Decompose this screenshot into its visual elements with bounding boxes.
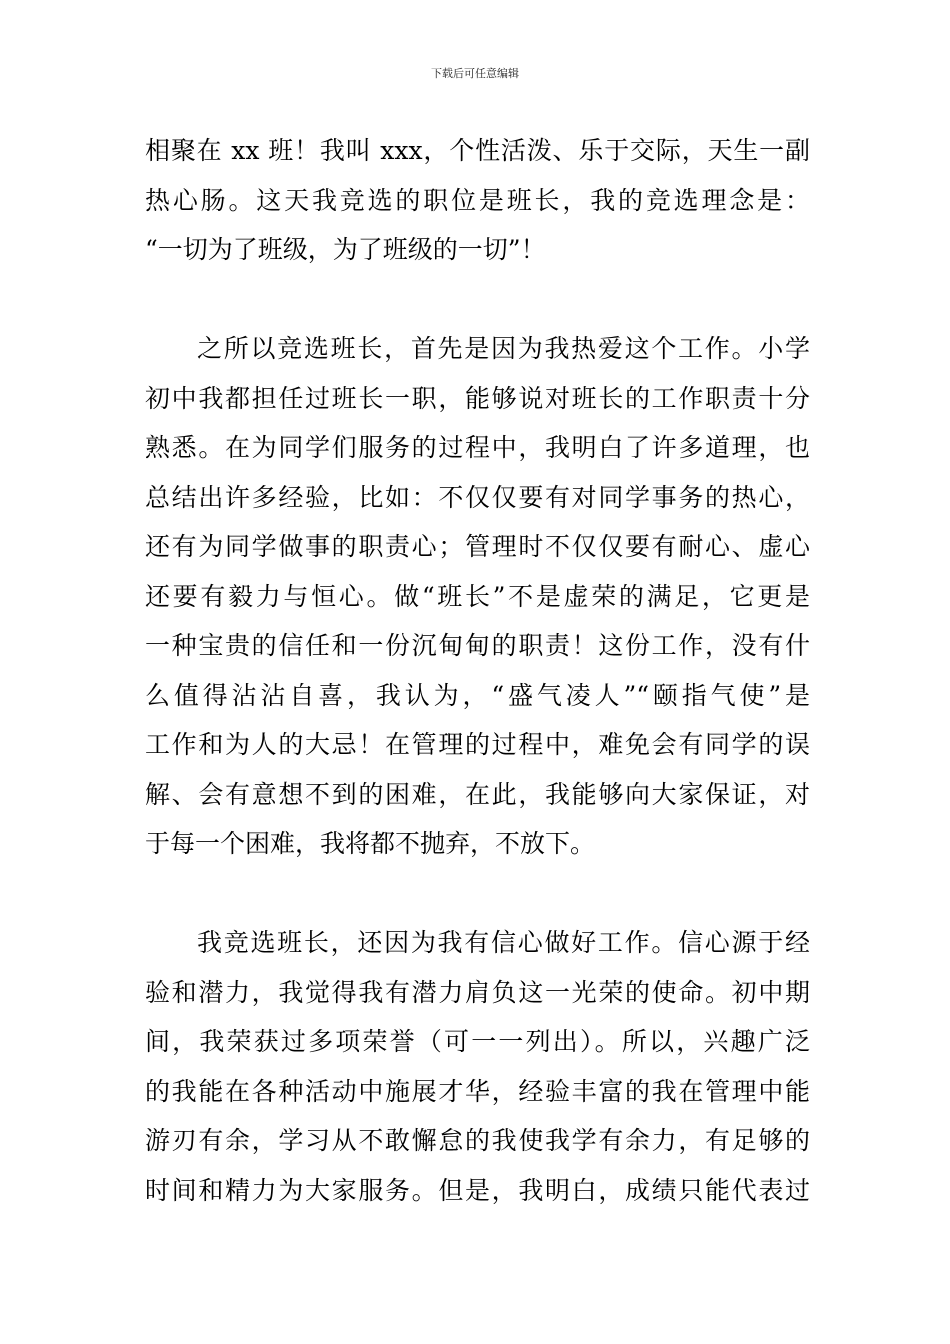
text-line: 么值得沾沾自喜，我认为，“盛气凌人”“颐指气使”是: [145, 680, 810, 710]
text-line: 之所以竞选班长，首先是因为我热爱这个工作。小学: [197, 334, 810, 363]
text-line: 时间和精力为大家服务。但是，我明白，成绩只能代表过: [145, 1175, 810, 1205]
text-line: 验和潜力，我觉得我有潜力肩负这一光荣的使命。初中期: [145, 977, 810, 1007]
text-line: 游刃有余，学习从不敢懈怠的我使我学有余力，有足够的: [145, 1126, 810, 1155]
paragraph-3: [145, 918, 810, 1215]
paragraph-spacer: [145, 275, 810, 325]
text-line: 解、会有意想不到的困难，在此，我能够向大家保证，对: [145, 779, 810, 809]
paragraph-2: [145, 324, 810, 869]
text-line: 我竞选班长，还因为我有信心做好工作。信心源于经: [197, 928, 810, 957]
document-body: [145, 126, 810, 1215]
text-line: 间，我荣获过多项荣誉（可一一列出）。所以，兴趣广泛: [145, 1027, 810, 1056]
text-line: 总结出许多经验，比如：不仅仅要有对同学事务的热心，: [145, 482, 810, 512]
text-line: 工作和为人的大忌！在管理的过程中，难免会有同学的误: [145, 730, 810, 759]
text-line: 还有为同学做事的职责心；管理时不仅仅要有耐心、虚心: [145, 532, 810, 561]
text-line: 初中我都担任过班长一职，能够说对班长的工作职责十分: [145, 383, 810, 413]
text-line: 热心肠。这天我竞选的职位是班长，我的竞选理念是：: [145, 185, 810, 215]
text-line: 熟悉。在为同学们服务的过程中，我明白了许多道理，也: [145, 433, 810, 462]
text-line: 相聚在 xx 班！我叫 xxx，个性活泼、乐于交际，天生一副: [145, 136, 810, 165]
paragraph-1: [145, 126, 810, 275]
text-line: 于每一个困难，我将都不抛弃，不放下。: [145, 829, 596, 858]
page-header-note: 下载后可任意编辑: [431, 67, 519, 80]
text-line: 还要有毅力与恒心。做“班长”不是虚荣的满足，它更是: [145, 581, 810, 611]
paragraph-spacer: [145, 869, 810, 919]
text-line: 的我能在各种活动中施展才华，经验丰富的我在管理中能: [145, 1076, 810, 1106]
text-line: “一切为了班级，为了班级的一切”！: [145, 235, 546, 264]
text-line: 一种宝贵的信任和一份沉甸甸的职责！这份工作，没有什: [145, 631, 810, 660]
